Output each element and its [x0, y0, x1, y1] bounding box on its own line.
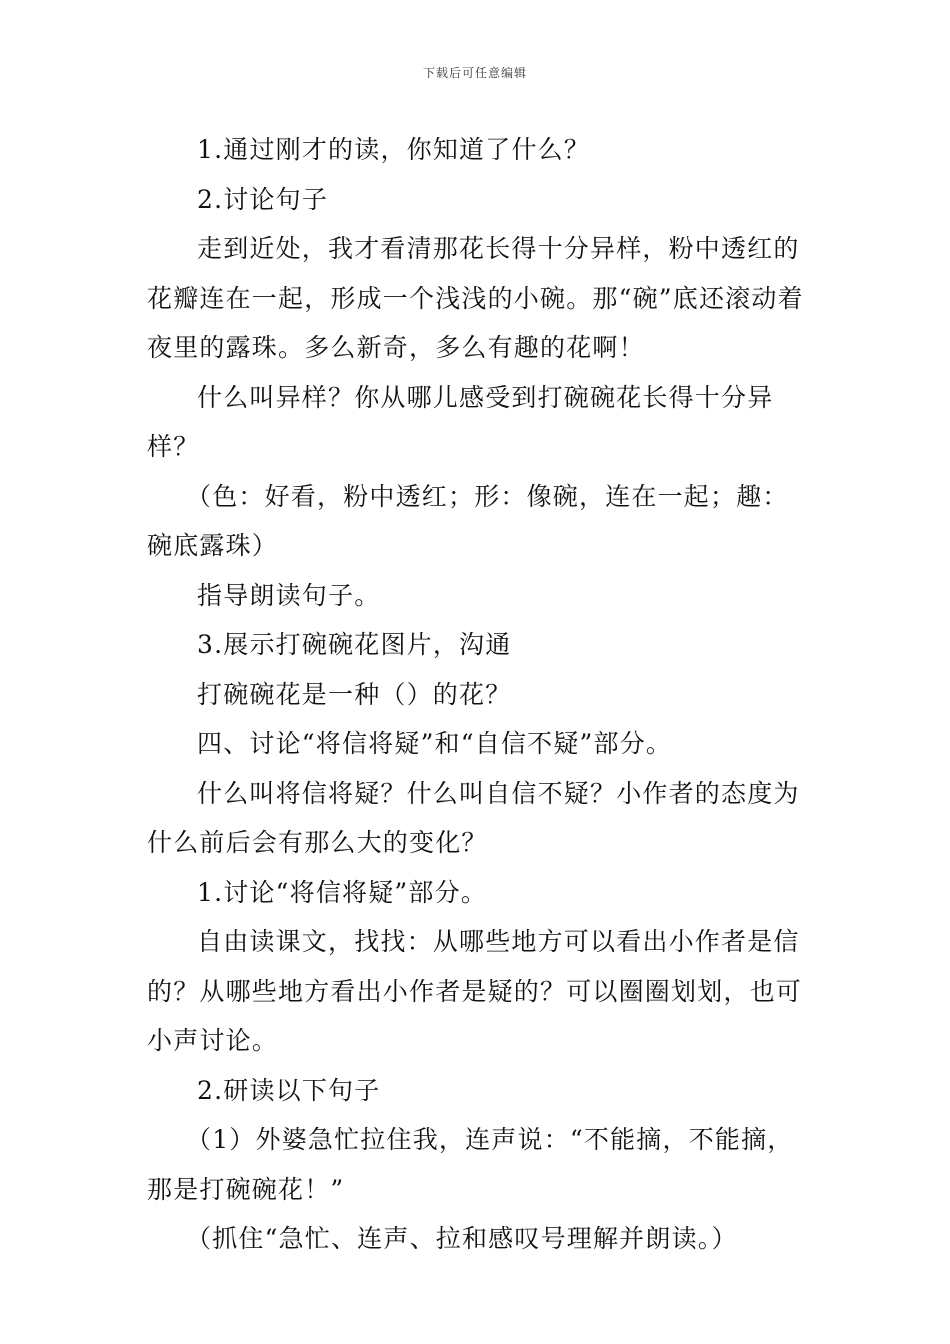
question-what-learned: 1.通过刚才的读，你知道了什么？ [197, 135, 591, 164]
note-key-words: （抓住“急忙、连声、拉和感叹号理解并朗读。） [186, 1224, 738, 1253]
question-what-flower: 打碗碗花是一种（）的花？ [197, 679, 512, 709]
section-four-heading: 四、讨论“将信将疑”和“自信不疑”部分。 [197, 729, 673, 758]
sentence-grandma-quote: （1）外婆急忙拉住我，连声说：“不能摘，不能摘，那是打碗碗花！” [147, 1125, 794, 1204]
step-discuss-doubt: 1.讨论“将信将疑”部分。 [197, 877, 488, 907]
step-study-sentences: 2.研读以下句子 [197, 1075, 381, 1105]
step-show-picture: 3.展示打碗碗花图片，沟通 [197, 630, 512, 659]
document-body [147, 125, 807, 1264]
question-unusual: 什么叫异样？你从哪儿感受到打碗碗花长得十分异样？ [147, 382, 774, 461]
step-discuss-sentence: 2.讨论句子 [197, 184, 329, 214]
quoted-passage-flower: 走到近处，我才看清那花长得十分异样，粉中透红的花瓣连在一起，形成一个浅浅的小碗。那“碗”底还滚动着夜里的露珠。多么新奇，多么有趣的花啊！ [147, 234, 804, 362]
note-color-shape-interest: （色：好看，粉中透红；形：像碗，连在一起；趣：碗底露珠） [147, 481, 789, 560]
question-attitude-change: 什么叫将信将疑？什么叫自信不疑？小作者的态度为什么前后会有那么大的变化？ [147, 778, 800, 857]
page-header-note: 下载后可任意编辑 [422, 66, 527, 80]
instruction-read-aloud: 指导朗读句子。 [197, 580, 381, 610]
instruction-free-reading: 自由读课文，找找：从哪些地方可以看出小作者是信的？从哪些地方看出小作者是疑的？可以圈圈划划，也可小声讨论。 [147, 927, 803, 1055]
